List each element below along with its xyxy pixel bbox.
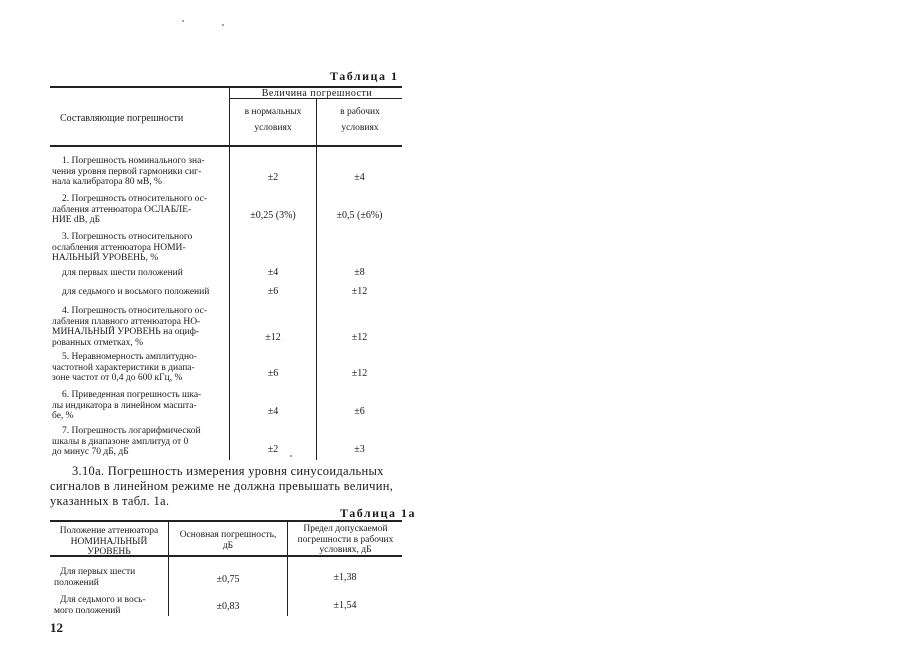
table1-row-6-working: ±6 xyxy=(354,406,365,417)
table1a-top-rule xyxy=(50,520,402,522)
table1-row-3b-working: ±12 xyxy=(351,286,368,297)
table1-caption: Таблица 1 xyxy=(330,69,399,83)
table1a-caption: Таблица 1а xyxy=(340,506,416,520)
table1-row-4-normal: ±12 xyxy=(265,332,281,343)
table1-row-2-normal: ±0,25 (3%) xyxy=(250,210,296,221)
table1-row-3b-label: для седьмого и восьмого положений xyxy=(62,287,210,297)
table1-row-4-label: 4. Погрешность относительного ос- лабления плавного аттенюатора НО- МИНАЛЬНЫЙ УРОВЕНЬ на оциф- рованных отметках, % xyxy=(52,306,208,348)
table1a-row-1-limit: ±1,38 xyxy=(333,572,357,583)
table1a-row-2-label: Для седьмого и вось- мого положений xyxy=(54,595,146,616)
table1-row-7-label: 7. Погрешность логарифмической шкалы в диапазоне амплитуд от 0 до минус 70 дБ, дБ xyxy=(52,426,201,457)
table1-row-3a-working: ±8 xyxy=(354,267,365,278)
scan-speck xyxy=(290,455,292,457)
table1-header-rule xyxy=(50,145,402,147)
table1-row-5-normal: ±6 xyxy=(267,368,279,379)
table1-col-working-header: в рабочих условиях xyxy=(340,107,380,133)
table1-row-1-label: 1. Погрешность номинального зна- чения уровня первой гармоники сиг- нала калибратора 80 мВ, % xyxy=(52,156,205,187)
table1-col-normal-header: в нормальных условиях xyxy=(244,107,302,133)
scan-speck xyxy=(182,20,184,22)
page-number: 12 xyxy=(50,620,63,635)
table1-col-component-header: Составляющие погрешности xyxy=(60,113,184,124)
table1-row-7-working: ±3 xyxy=(354,444,365,455)
scan-speck xyxy=(222,24,224,26)
table1-row-7-normal: ±2 xyxy=(267,444,279,455)
table1a-col-limit-header: Предел допускаемой погрешности в рабочих условиях, дБ xyxy=(297,524,394,555)
table1-row-3a-normal: ±4 xyxy=(267,267,279,278)
table1-group-header: Величина погрешности xyxy=(261,88,373,99)
table1-row-5-label: 5. Неравномерность амплитудно- частотной характеристики в диапа- зоне частот от 0,4 до 600 кГц, % xyxy=(52,352,197,383)
table1a-col-position-header: Положение аттенюатора НОМИНАЛЬНЫЙ УРОВЕНЬ xyxy=(59,526,159,557)
table1a-row-2-limit: ±1,54 xyxy=(333,600,357,611)
table1-row-1-normal: ±2 xyxy=(267,172,279,183)
table1-row-2-working: ±0,5 (±6%) xyxy=(336,210,383,221)
table1a-row-1-basic: ±0,75 xyxy=(216,574,240,585)
table1-row-2-label: 2. Погрешность относительного ос- лабления аттенюатора ОСЛАБЛЕ- НИЕ dB, дБ xyxy=(52,194,208,225)
table1-row-4-working: ±12 xyxy=(351,332,368,343)
table1a-row-1-label: Для первых шести положений xyxy=(54,567,136,588)
table1-row-6-normal: ±4 xyxy=(267,406,279,417)
table1-row-3b-normal: ±6 xyxy=(267,286,279,297)
table1-row-6-label: 6. Приведенная погрешность шка- лы индикатора в линейном масшта- бе, % xyxy=(52,390,202,421)
table1a-row-2-basic: ±0,83 xyxy=(216,601,240,612)
table1-row-5-working: ±12 xyxy=(351,368,368,379)
table1-row-3a-label: для первых шести положений xyxy=(62,268,183,278)
table1-row-1-working: ±4 xyxy=(354,172,365,183)
table1-row-3-label: 3. Погрешность относительного ослабления аттенюатора НОМИ- НАЛЬНЫЙ УРОВЕНЬ, % xyxy=(52,232,193,263)
section-3-10a-paragraph: 3.10а. Погрешность измерения уровня синусоидальных сигналов в линейном режиме не должна превышать величин, указанных в табл. 1а. xyxy=(50,464,394,508)
table1a-col-basic-header: Основная погрешность, дБ xyxy=(179,530,277,551)
